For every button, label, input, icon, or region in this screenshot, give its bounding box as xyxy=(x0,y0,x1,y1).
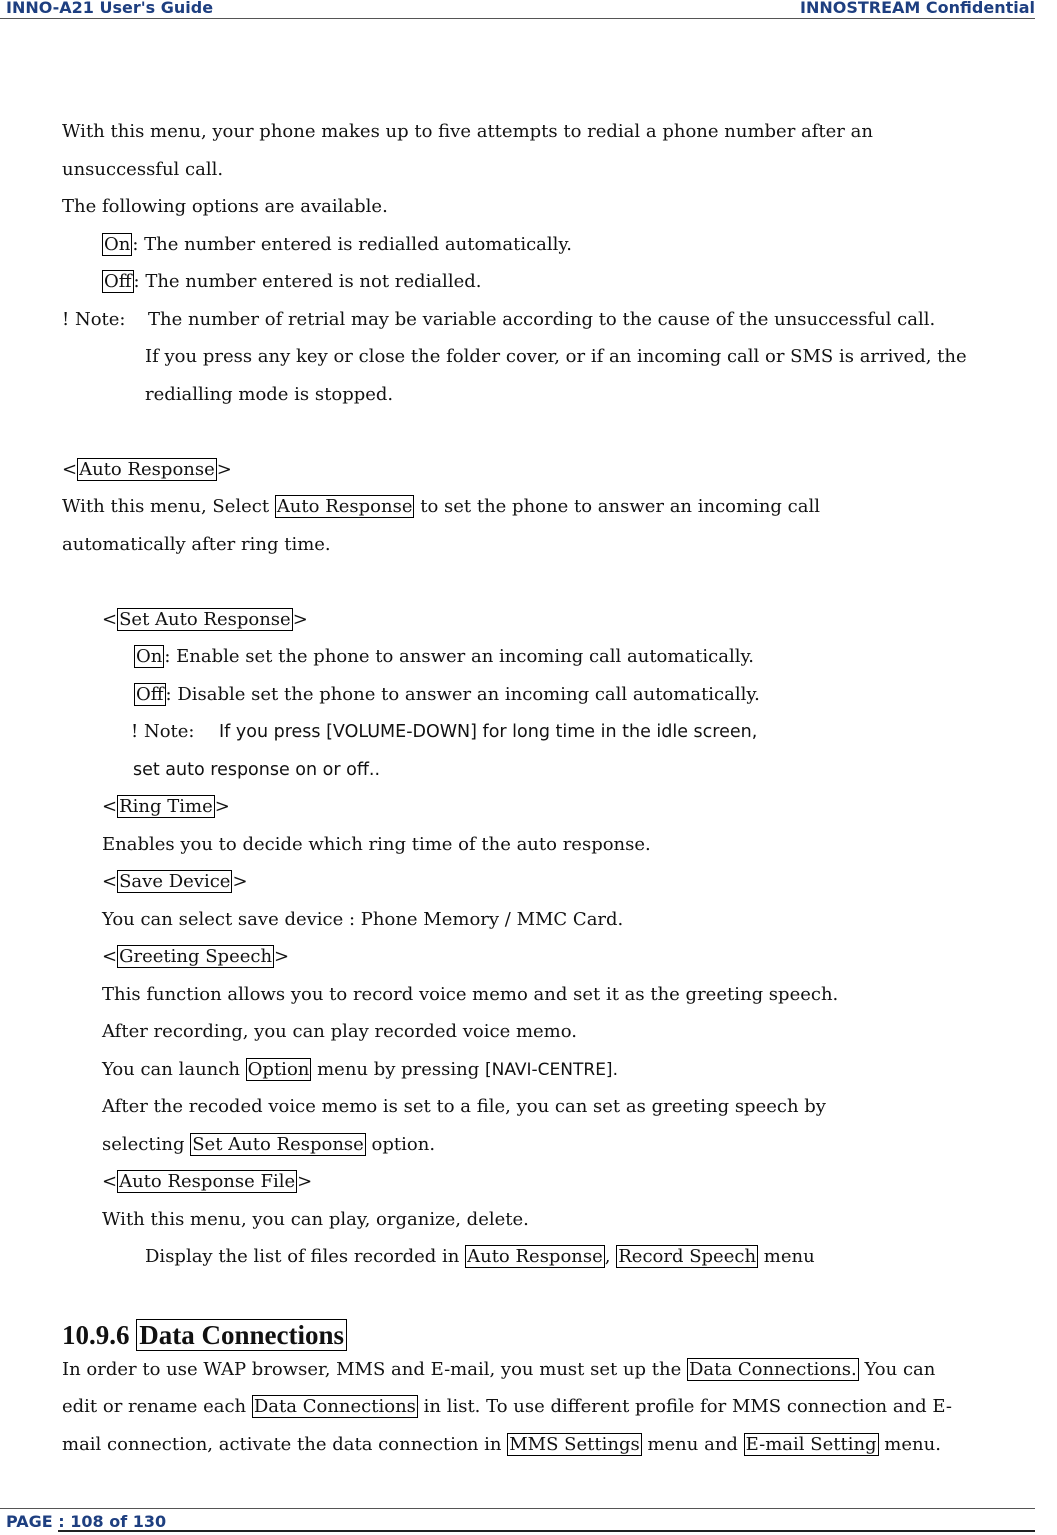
auto-response-heading xyxy=(62,458,232,482)
redial-on-option xyxy=(102,233,572,257)
data-connections-line2 xyxy=(62,1395,952,1419)
redial-off-text: : The number entered is not redialled. xyxy=(133,271,482,292)
text: menu xyxy=(758,1246,815,1267)
set-auto-off-text: : Disable set the phone to answer an incoming call automatically. xyxy=(165,684,760,705)
redial-note-line2: If you press any key or close the folder cover, or if an incoming call or SMS is arrived, the xyxy=(145,346,967,367)
bracket-close: > xyxy=(274,946,290,967)
greeting-speech-line5 xyxy=(102,1133,435,1157)
redial-intro-line2: unsuccessful call. xyxy=(62,159,224,180)
text: With this menu, Select xyxy=(62,496,275,517)
save-device-text: You can select save device : Phone Memory / MMC Card. xyxy=(102,909,624,930)
text: menu by pressing xyxy=(311,1059,485,1080)
text: , xyxy=(604,1246,617,1267)
auto-response-file-title: Auto Response File xyxy=(119,1171,296,1192)
text: edit or rename each xyxy=(62,1396,252,1417)
section-title: Data Connections xyxy=(136,1319,347,1351)
text: You can launch xyxy=(102,1059,246,1080)
greeting-speech-line3 xyxy=(102,1058,618,1082)
set-auto-response-off-option xyxy=(134,683,760,707)
page-footer xyxy=(0,1508,1035,1535)
data-connections-line1 xyxy=(62,1358,935,1382)
page-header xyxy=(0,0,1035,19)
set-auto-note-label: ! Note: xyxy=(131,721,195,742)
set-auto-on-text: : Enable set the phone to answer an incoming call automatically. xyxy=(164,646,754,667)
header-confidential: INNOSTREAM Confidential xyxy=(800,0,1035,17)
auto-response-file-line2 xyxy=(145,1245,815,1269)
text: You can xyxy=(858,1359,936,1380)
bracket-open: < xyxy=(102,609,118,630)
redial-intro-line3: The following options are available. xyxy=(62,196,388,217)
text: menu and xyxy=(641,1434,744,1455)
set-auto-note-line2: set auto response on or off.. xyxy=(133,760,381,780)
option-menu-ref: Option xyxy=(247,1059,310,1080)
text: to set the phone to answer an incoming call xyxy=(414,496,821,517)
record-speech-ref: Record Speech xyxy=(618,1246,757,1267)
data-connections-line3 xyxy=(62,1433,941,1457)
set-auto-response-heading xyxy=(102,608,308,632)
mms-settings-ref: MMS Settings xyxy=(509,1434,640,1455)
ring-time-heading xyxy=(102,795,230,819)
greeting-speech-line1: This function allows you to record voice memo and set it as the greeting speech. xyxy=(102,984,839,1005)
set-auto-response-title: Set Auto Response xyxy=(119,609,291,630)
page-number: PAGE : 108 of 130 xyxy=(6,1512,167,1531)
greeting-speech-heading xyxy=(102,945,289,969)
text: mail connection, activate the data connection in xyxy=(62,1434,508,1455)
bracket-open: < xyxy=(102,796,118,817)
email-setting-ref: E-mail Setting xyxy=(745,1434,877,1455)
auto-response-line2: automatically after ring time. xyxy=(62,534,331,555)
data-connections-ref: Data Connections xyxy=(253,1396,416,1417)
greeting-speech-line2: After recording, you can play recorded voice memo. xyxy=(102,1021,577,1042)
text: In order to use WAP browser, MMS and E-mail, you must set up the xyxy=(62,1359,687,1380)
ring-time-text: Enables you to decide which ring time of the auto response. xyxy=(102,834,651,855)
set-auto-off-label: Off xyxy=(136,684,164,705)
set-auto-response-ref: Set Auto Response xyxy=(192,1134,364,1155)
bracket-close: > xyxy=(297,1171,313,1192)
redial-note-line1: The number of retrial may be variable according to the cause of the unsuccessful call. xyxy=(148,309,936,330)
text: in list. To use different profile for MMS connection and E- xyxy=(417,1396,952,1417)
ring-time-title: Ring Time xyxy=(119,796,213,817)
section-heading-data-connections xyxy=(62,1318,347,1352)
redial-on-text: : The number entered is redialled automatically. xyxy=(132,234,572,255)
text: Display the list of files recorded in xyxy=(145,1246,466,1267)
redial-note-label: ! Note: xyxy=(62,309,126,330)
navi-centre-key: [NAVI-CENTRE]. xyxy=(485,1060,618,1080)
auto-response-line1 xyxy=(62,495,820,519)
set-auto-response-on-option xyxy=(134,645,754,669)
bracket-close: > xyxy=(232,871,248,892)
text: option. xyxy=(365,1134,436,1155)
set-auto-note-line1: If you press [VOLUME-DOWN] for long time in the idle screen, xyxy=(219,722,758,742)
bracket-open: < xyxy=(102,1171,118,1192)
bracket-close: > xyxy=(216,459,232,480)
save-device-heading xyxy=(102,870,248,894)
data-connections-ref: Data Connections. xyxy=(688,1359,857,1380)
bracket-close: > xyxy=(292,609,308,630)
set-auto-on-label: On xyxy=(136,646,163,667)
bracket-close: > xyxy=(214,796,230,817)
bracket-open: < xyxy=(102,946,118,967)
text: selecting xyxy=(102,1134,191,1155)
greeting-speech-line4: After the recoded voice memo is set to a file, you can set as greeting speech by xyxy=(102,1096,826,1117)
redial-intro-line1: With this menu, your phone makes up to five attempts to redial a phone number after an xyxy=(62,121,873,142)
redial-off-option xyxy=(102,270,481,294)
footer-rule xyxy=(58,1530,1035,1532)
auto-response-file-line1: With this menu, you can play, organize, delete. xyxy=(102,1209,529,1230)
redial-note-line3: redialling mode is stopped. xyxy=(145,384,394,405)
header-title: INNO-A21 User's Guide xyxy=(6,0,214,17)
bracket-open: < xyxy=(62,459,78,480)
redial-on-label: On xyxy=(104,234,131,255)
redial-off-label: Off xyxy=(104,271,132,292)
text: menu. xyxy=(878,1434,941,1455)
auto-response-file-heading xyxy=(102,1170,312,1194)
bracket-open: < xyxy=(102,871,118,892)
auto-response-title: Auto Response xyxy=(79,459,215,480)
section-number: 10.9.6 xyxy=(62,1320,137,1350)
auto-response-ref: Auto Response xyxy=(467,1246,603,1267)
auto-response-menu-ref: Auto Response xyxy=(276,496,413,517)
greeting-speech-title: Greeting Speech xyxy=(119,946,273,967)
save-device-title: Save Device xyxy=(119,871,231,892)
